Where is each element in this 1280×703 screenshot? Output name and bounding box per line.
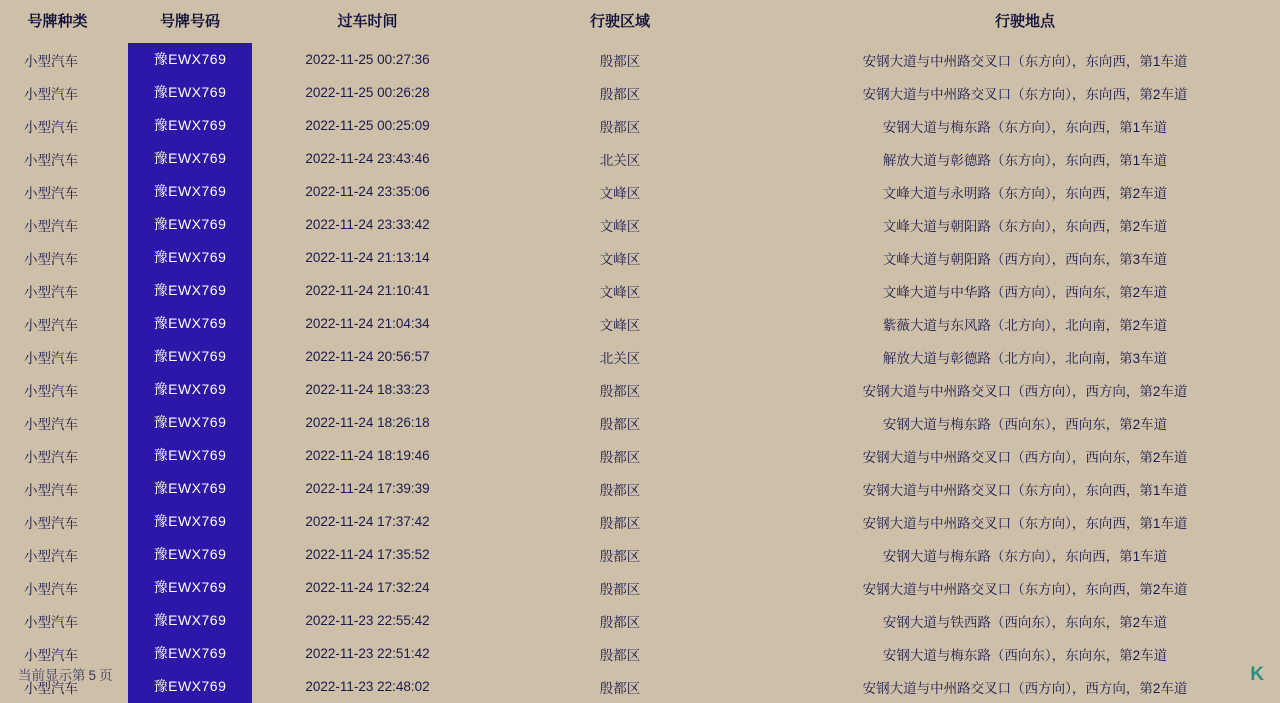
cell-plate-number <box>115 208 265 241</box>
table-body <box>0 43 1280 703</box>
cell-pass-time: 2022-11-24 18:26:18 <box>305 415 430 430</box>
cell-plate-type: 小型汽车 <box>24 515 78 531</box>
cell-plate-type: 小型汽车 <box>24 680 78 696</box>
cell-location: 安钢大道与梅东路（东方向），东向西，第1车道 <box>882 119 1168 135</box>
plate-badge[interactable]: 豫EWX769 <box>128 307 252 340</box>
cell-plate-number <box>115 373 265 406</box>
cell-area: 殷都区 <box>599 449 641 465</box>
pagination-page-number: 5 <box>88 668 97 683</box>
cell-plate-number <box>115 142 265 175</box>
table-row <box>0 241 1280 274</box>
cell-plate-number <box>115 76 265 109</box>
cell-pass-time: 2022-11-24 18:33:23 <box>305 382 430 397</box>
cell-area: 殷都区 <box>599 383 641 399</box>
cell-location: 安钢大道与梅东路（西向东），东向东，第2车道 <box>882 647 1168 663</box>
cell-pass-time: 2022-11-24 18:19:46 <box>305 448 430 463</box>
table-row <box>0 604 1280 637</box>
cell-area: 文峰区 <box>599 317 641 333</box>
cell-pass-time: 2022-11-23 22:48:02 <box>305 679 430 694</box>
table-row <box>0 208 1280 241</box>
cell-location: 安钢大道与中州路交叉口（东方向），东向西，第2车道 <box>862 86 1188 102</box>
column-header-plate-type: 号牌种类 <box>27 13 88 30</box>
cell-area: 殷都区 <box>599 119 641 135</box>
table-row <box>0 571 1280 604</box>
cell-pass-time: 2022-11-24 23:35:06 <box>305 184 430 199</box>
cell-pass-time: 2022-11-23 22:55:42 <box>305 613 430 628</box>
cell-pass-time: 2022-11-25 00:27:36 <box>305 52 430 67</box>
cell-location: 安钢大道与中州路交叉口（东方向），东向西，第1车道 <box>862 515 1188 531</box>
column-header-area: 行驶区域 <box>589 13 650 30</box>
table-row <box>0 373 1280 406</box>
plate-badge[interactable]: 豫EWX769 <box>128 76 252 109</box>
column-header-pass-time: 过车时间 <box>337 13 398 30</box>
cell-location: 解放大道与彰德路（北方向），北向南，第3车道 <box>882 350 1168 366</box>
cell-plate-type: 小型汽车 <box>24 218 78 234</box>
table-row <box>0 76 1280 109</box>
cell-plate-number <box>115 175 265 208</box>
cell-plate-type: 小型汽车 <box>24 383 78 399</box>
cell-pass-time: 2022-11-25 00:25:09 <box>305 118 430 133</box>
cell-plate-number <box>115 340 265 373</box>
plate-badge[interactable]: 豫EWX769 <box>128 208 252 241</box>
cell-plate-type: 小型汽车 <box>24 53 78 69</box>
cell-area: 文峰区 <box>599 218 641 234</box>
plate-badge[interactable]: 豫EWX769 <box>128 505 252 538</box>
cell-plate-number <box>115 307 265 340</box>
cell-plate-type: 小型汽车 <box>24 581 78 597</box>
plate-badge[interactable]: 豫EWX769 <box>128 571 252 604</box>
cell-area: 殷都区 <box>599 680 641 696</box>
cell-pass-time: 2022-11-25 00:26:28 <box>305 85 430 100</box>
cell-plate-number <box>115 472 265 505</box>
cell-location: 安钢大道与中州路交叉口（西方向），西方向，第2车道 <box>862 680 1188 696</box>
cell-plate-type: 小型汽车 <box>24 251 78 267</box>
watermark-logo: K <box>1250 664 1264 685</box>
cell-plate-type: 小型汽车 <box>24 614 78 630</box>
cell-location: 文峰大道与朝阳路（东方向），东向西，第2车道 <box>882 218 1168 234</box>
cell-location: 安钢大道与中州路交叉口（东方向），东向西，第1车道 <box>862 482 1188 498</box>
cell-location: 紫薇大道与东风路（北方向），北向南，第2车道 <box>882 317 1168 333</box>
cell-plate-number <box>115 604 265 637</box>
cell-area: 殷都区 <box>599 482 641 498</box>
plate-badge[interactable]: 豫EWX769 <box>128 175 252 208</box>
cell-plate-number <box>115 241 265 274</box>
column-header-plate-number: 号牌号码 <box>159 13 220 30</box>
plate-badge[interactable]: 豫EWX769 <box>128 373 252 406</box>
table-row <box>0 175 1280 208</box>
plate-badge[interactable]: 豫EWX769 <box>128 472 252 505</box>
cell-pass-time: 2022-11-24 17:37:42 <box>305 514 430 529</box>
plate-badge[interactable]: 豫EWX769 <box>128 406 252 439</box>
cell-pass-time: 2022-11-24 21:13:14 <box>305 250 430 265</box>
cell-location: 文峰大道与中华路（西方向），西向东，第2车道 <box>882 284 1168 300</box>
cell-area: 殷都区 <box>599 416 641 432</box>
cell-location: 解放大道与彰德路（东方向），东向西，第1车道 <box>882 152 1168 168</box>
plate-badge[interactable]: 豫EWX769 <box>128 142 252 175</box>
cell-location: 安钢大道与中州路交叉口（西方向），西方向，第2车道 <box>862 383 1188 399</box>
table-header <box>0 0 1280 43</box>
plate-badge[interactable]: 豫EWX769 <box>128 340 252 373</box>
plate-badge[interactable]: 豫EWX769 <box>128 274 252 307</box>
cell-pass-time: 2022-11-24 17:32:24 <box>305 580 430 595</box>
cell-pass-time: 2022-11-24 21:04:34 <box>305 316 430 331</box>
cell-plate-type: 小型汽车 <box>24 317 78 333</box>
cell-plate-type: 小型汽车 <box>24 119 78 135</box>
plate-badge[interactable]: 豫EWX769 <box>128 637 252 670</box>
cell-area: 文峰区 <box>599 251 641 267</box>
cell-area: 殷都区 <box>599 515 641 531</box>
cell-location: 安钢大道与梅东路（东方向），东向西，第1车道 <box>882 548 1168 564</box>
pagination-suffix: 页 <box>99 668 113 683</box>
cell-pass-time: 2022-11-24 21:10:41 <box>305 283 430 298</box>
table-row <box>0 109 1280 142</box>
pagination-status <box>18 664 113 684</box>
cell-location: 安钢大道与中州路交叉口（东方向），东向西，第2车道 <box>862 581 1188 597</box>
cell-pass-time: 2022-11-24 17:35:52 <box>305 547 430 562</box>
cell-plate-type: 小型汽车 <box>24 284 78 300</box>
cell-plate-type: 小型汽车 <box>24 647 78 663</box>
table-row <box>0 637 1280 670</box>
cell-plate-type: 小型汽车 <box>24 185 78 201</box>
cell-plate-number <box>115 538 265 571</box>
cell-plate-type: 小型汽车 <box>24 482 78 498</box>
cell-area: 殷都区 <box>599 647 641 663</box>
cell-plate-number <box>115 406 265 439</box>
cell-pass-time: 2022-11-23 22:51:42 <box>305 646 430 661</box>
table-row <box>0 340 1280 373</box>
table-row <box>0 274 1280 307</box>
cell-plate-number <box>115 571 265 604</box>
cell-plate-number <box>115 439 265 472</box>
cell-location: 安钢大道与梅东路（西向东），西向东，第2车道 <box>882 416 1168 432</box>
column-header-location: 行驶地点 <box>994 13 1055 30</box>
cell-plate-type: 小型汽车 <box>24 449 78 465</box>
table-row <box>0 142 1280 175</box>
table-row <box>0 505 1280 538</box>
table-row <box>0 538 1280 571</box>
plate-badge[interactable]: 豫EWX769 <box>128 109 252 142</box>
cell-plate-type: 小型汽车 <box>24 350 78 366</box>
plate-badge[interactable]: 豫EWX769 <box>128 241 252 274</box>
cell-location: 安钢大道与中州路交叉口（东方向），东向西，第1车道 <box>862 53 1188 69</box>
plate-badge[interactable]: 豫EWX769 <box>128 439 252 472</box>
cell-pass-time: 2022-11-24 17:39:39 <box>305 481 430 496</box>
cell-plate-number <box>115 109 265 142</box>
cell-area: 文峰区 <box>599 284 641 300</box>
cell-plate-number <box>115 670 265 703</box>
cell-plate-number <box>115 43 265 76</box>
cell-area: 殷都区 <box>599 581 641 597</box>
cell-plate-type: 小型汽车 <box>24 86 78 102</box>
cell-plate-number <box>115 637 265 670</box>
cell-plate-number <box>115 505 265 538</box>
cell-plate-type: 小型汽车 <box>24 152 78 168</box>
cell-area: 殷都区 <box>599 53 641 69</box>
table-header-row <box>0 0 1280 43</box>
cell-pass-time: 2022-11-24 23:43:46 <box>305 151 430 166</box>
plate-badge[interactable]: 豫EWX769 <box>128 538 252 571</box>
cell-location: 安钢大道与中州路交叉口（西方向），西向东，第2车道 <box>862 449 1188 465</box>
table-row <box>0 472 1280 505</box>
cell-area: 北关区 <box>599 152 641 168</box>
table-row <box>0 307 1280 340</box>
cell-area: 殷都区 <box>599 614 641 630</box>
cell-pass-time: 2022-11-24 20:56:57 <box>305 349 430 364</box>
cell-area: 殷都区 <box>599 548 641 564</box>
cell-area: 文峰区 <box>599 185 641 201</box>
plate-badge[interactable]: 豫EWX769 <box>128 43 252 76</box>
table-row <box>0 406 1280 439</box>
table-row <box>0 43 1280 76</box>
cell-plate-number <box>115 274 265 307</box>
cell-area: 北关区 <box>599 350 641 366</box>
cell-location: 文峰大道与朝阳路（西方向），西向东，第3车道 <box>882 251 1168 267</box>
cell-pass-time: 2022-11-24 23:33:42 <box>305 217 430 232</box>
pagination-prefix: 当前显示第 <box>18 668 86 683</box>
cell-location: 安钢大道与铁西路（西向东），东向东，第2车道 <box>882 614 1168 630</box>
table-row <box>0 439 1280 472</box>
table-row <box>0 670 1280 703</box>
cell-plate-type: 小型汽车 <box>24 548 78 564</box>
plate-badge[interactable]: 豫EWX769 <box>128 670 252 703</box>
cell-plate-type: 小型汽车 <box>24 416 78 432</box>
cell-location: 文峰大道与永明路（东方向），东向西，第2车道 <box>882 185 1168 201</box>
cell-area: 殷都区 <box>599 86 641 102</box>
plate-badge[interactable]: 豫EWX769 <box>128 604 252 637</box>
